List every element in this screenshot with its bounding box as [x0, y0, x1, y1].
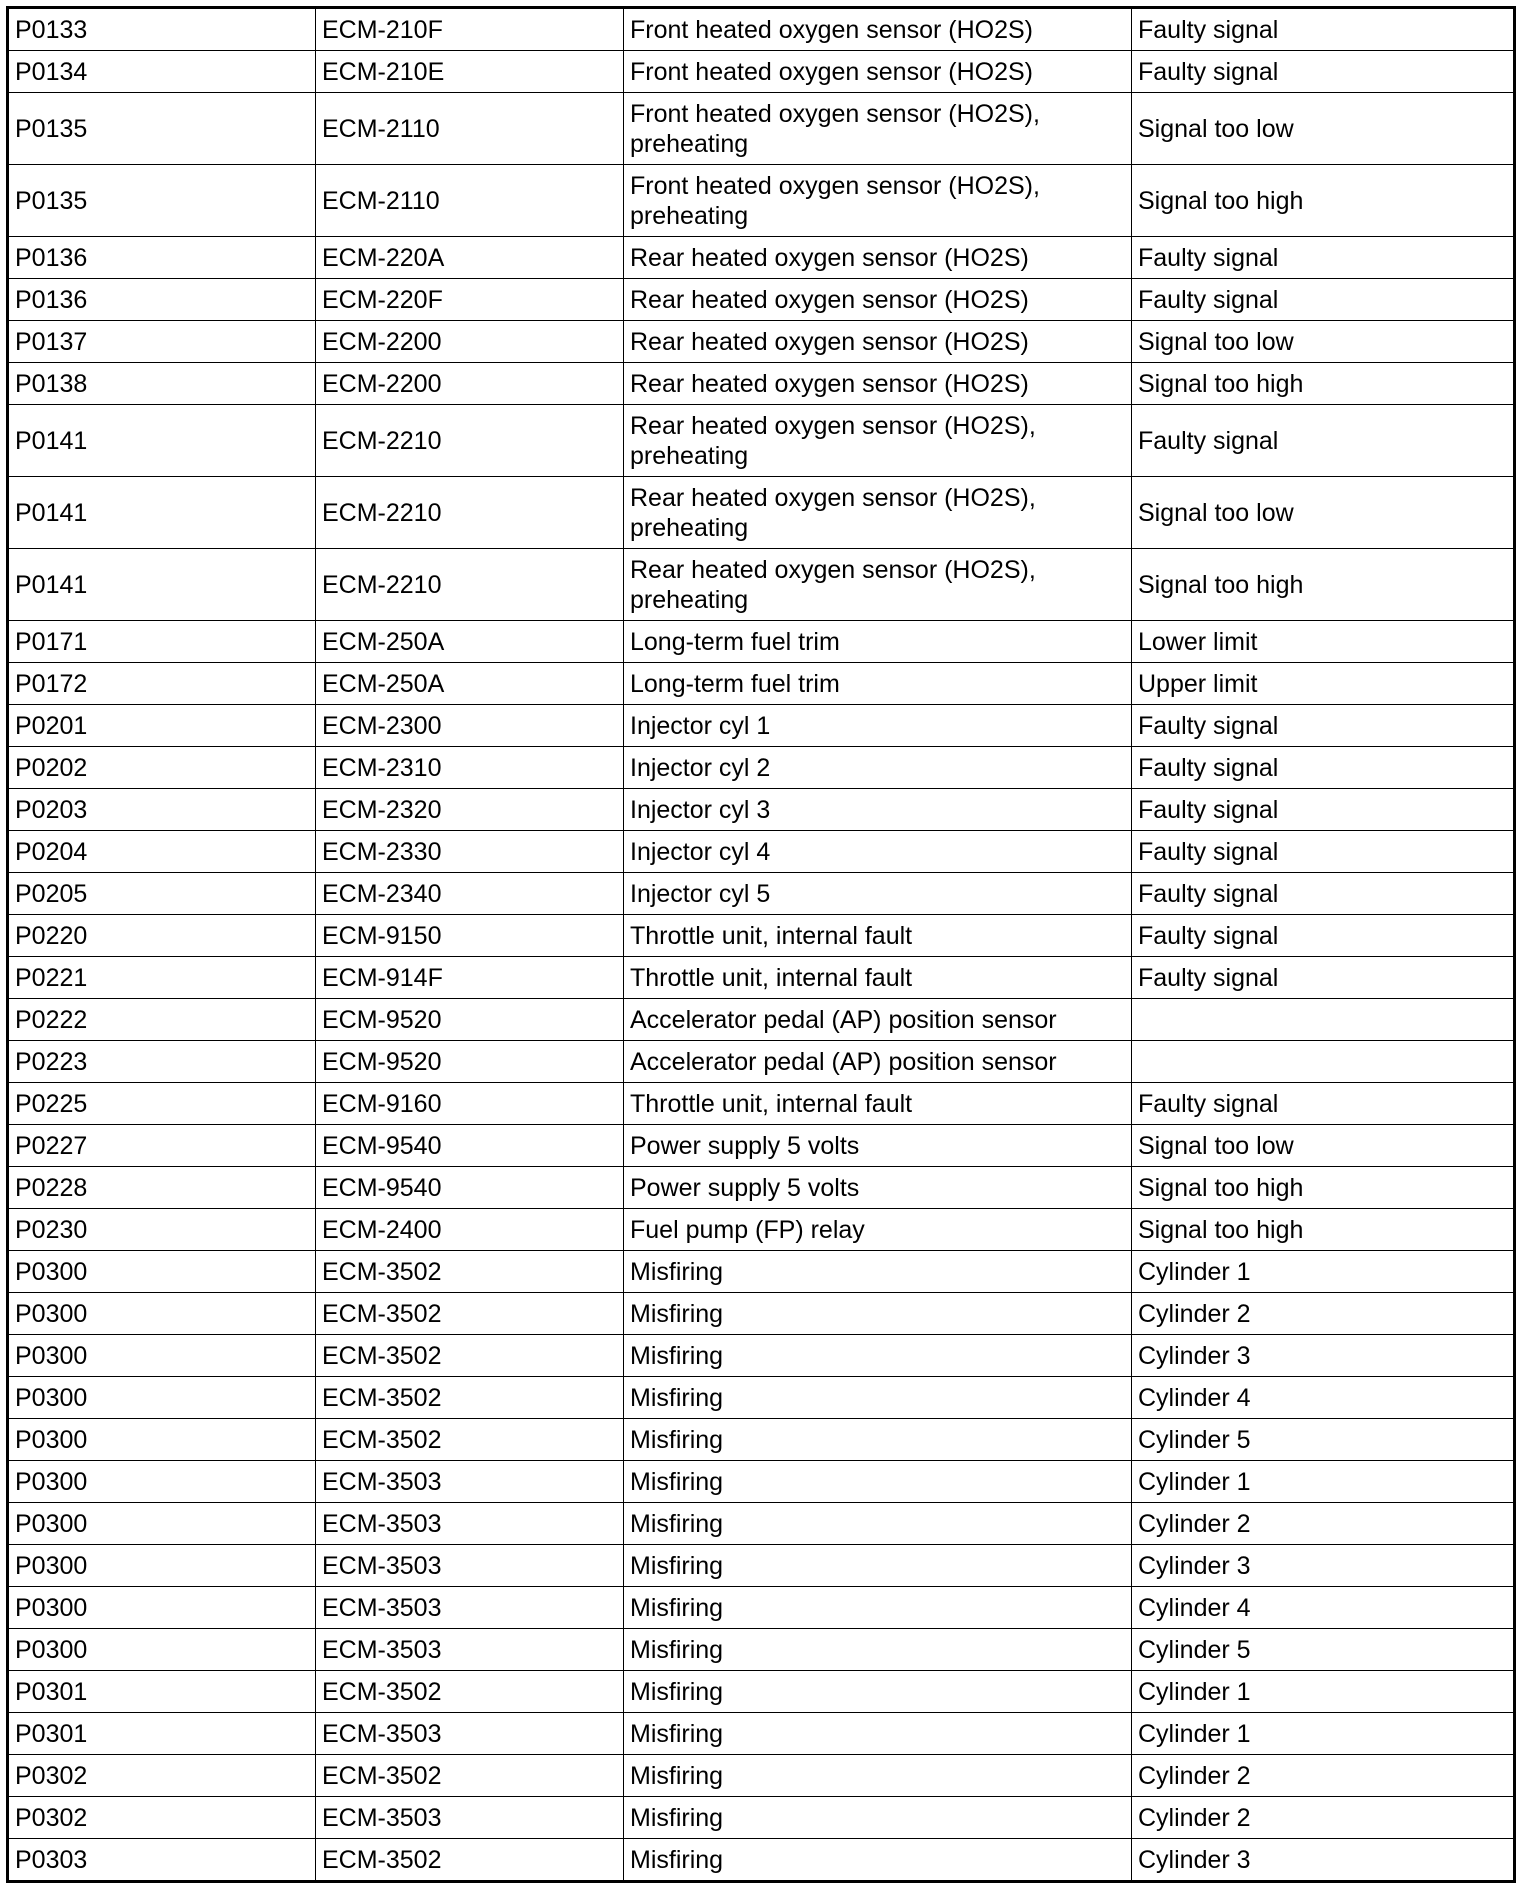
dtc-table: [6, 6, 1516, 1883]
fault-type-cell: Faulty signal: [1132, 747, 1515, 789]
table-row: [8, 1587, 1515, 1629]
dtc-code-cell: P0220: [8, 915, 316, 957]
fault-type-cell: Faulty signal: [1132, 915, 1515, 957]
component-cell: Front heated oxygen sensor (HO2S): [624, 51, 1132, 93]
ecm-code-cell: ECM-914F: [316, 957, 624, 999]
fault-type-cell: Faulty signal: [1132, 279, 1515, 321]
component-cell: Throttle unit, internal fault: [624, 915, 1132, 957]
ecm-code-cell: ECM-2110: [316, 165, 624, 237]
dtc-code-cell: P0221: [8, 957, 316, 999]
dtc-code-cell: P0204: [8, 831, 316, 873]
fault-type-cell: Signal too high: [1132, 165, 1515, 237]
table-row: [8, 8, 1515, 51]
ecm-code-cell: ECM-3503: [316, 1461, 624, 1503]
ecm-code-cell: ECM-3503: [316, 1797, 624, 1839]
dtc-code-cell: P0227: [8, 1125, 316, 1167]
dtc-code-cell: P0230: [8, 1209, 316, 1251]
component-cell: Injector cyl 5: [624, 873, 1132, 915]
fault-type-cell: Signal too high: [1132, 1209, 1515, 1251]
component-cell: Misfiring: [624, 1377, 1132, 1419]
ecm-code-cell: ECM-9540: [316, 1167, 624, 1209]
table-row: [8, 477, 1515, 549]
component-cell: Injector cyl 4: [624, 831, 1132, 873]
component-cell: Rear heated oxygen sensor (HO2S): [624, 363, 1132, 405]
component-cell: Misfiring: [624, 1587, 1132, 1629]
fault-type-cell: Cylinder 2: [1132, 1755, 1515, 1797]
fault-type-cell: Faulty signal: [1132, 831, 1515, 873]
table-row: [8, 1209, 1515, 1251]
component-cell: Rear heated oxygen sensor (HO2S): [624, 237, 1132, 279]
ecm-code-cell: ECM-3502: [316, 1839, 624, 1882]
ecm-code-cell: ECM-250A: [316, 663, 624, 705]
dtc-code-cell: P0136: [8, 279, 316, 321]
dtc-code-cell: P0171: [8, 621, 316, 663]
fault-type-cell: Signal too low: [1132, 321, 1515, 363]
ecm-code-cell: ECM-220A: [316, 237, 624, 279]
ecm-code-cell: ECM-220F: [316, 279, 624, 321]
fault-type-cell: Cylinder 3: [1132, 1839, 1515, 1882]
ecm-code-cell: ECM-2300: [316, 705, 624, 747]
dtc-code-cell: P0303: [8, 1839, 316, 1882]
ecm-code-cell: ECM-250A: [316, 621, 624, 663]
ecm-code-cell: ECM-2210: [316, 477, 624, 549]
ecm-code-cell: ECM-2330: [316, 831, 624, 873]
component-cell: Misfiring: [624, 1293, 1132, 1335]
fault-type-cell: Cylinder 1: [1132, 1251, 1515, 1293]
ecm-code-cell: ECM-210E: [316, 51, 624, 93]
fault-type-cell: Cylinder 1: [1132, 1713, 1515, 1755]
component-cell: Long-term fuel trim: [624, 621, 1132, 663]
component-cell: Misfiring: [624, 1251, 1132, 1293]
component-cell: Long-term fuel trim: [624, 663, 1132, 705]
dtc-code-cell: P0134: [8, 51, 316, 93]
fault-type-cell: Faulty signal: [1132, 705, 1515, 747]
ecm-code-cell: ECM-3503: [316, 1503, 624, 1545]
fault-type-cell: Cylinder 2: [1132, 1293, 1515, 1335]
table-row: [8, 1755, 1515, 1797]
dtc-code-cell: P0300: [8, 1629, 316, 1671]
fault-type-cell: Lower limit: [1132, 621, 1515, 663]
component-cell: Misfiring: [624, 1629, 1132, 1671]
dtc-code-cell: P0136: [8, 237, 316, 279]
table-row: [8, 321, 1515, 363]
component-cell: Injector cyl 2: [624, 747, 1132, 789]
ecm-code-cell: ECM-3502: [316, 1251, 624, 1293]
table-row: [8, 999, 1515, 1041]
table-row: [8, 237, 1515, 279]
table-row: [8, 1839, 1515, 1882]
table-row: [8, 1419, 1515, 1461]
dtc-code-cell: P0225: [8, 1083, 316, 1125]
ecm-code-cell: ECM-3503: [316, 1545, 624, 1587]
table-row: [8, 1041, 1515, 1083]
component-cell: Rear heated oxygen sensor (HO2S), preheating: [624, 549, 1132, 621]
ecm-code-cell: ECM-2210: [316, 549, 624, 621]
table-row: [8, 1503, 1515, 1545]
ecm-code-cell: ECM-9520: [316, 999, 624, 1041]
table-row: [8, 279, 1515, 321]
dtc-code-cell: P0302: [8, 1797, 316, 1839]
dtc-code-cell: P0301: [8, 1713, 316, 1755]
component-cell: Front heated oxygen sensor (HO2S), preheating: [624, 93, 1132, 165]
dtc-code-cell: P0135: [8, 165, 316, 237]
component-cell: Misfiring: [624, 1671, 1132, 1713]
table-row: [8, 363, 1515, 405]
fault-type-cell: Faulty signal: [1132, 8, 1515, 51]
fault-type-cell: Signal too high: [1132, 1167, 1515, 1209]
table-row: [8, 1335, 1515, 1377]
ecm-code-cell: ECM-3502: [316, 1293, 624, 1335]
ecm-code-cell: ECM-2200: [316, 363, 624, 405]
fault-type-cell: Cylinder 5: [1132, 1419, 1515, 1461]
table-row: [8, 1293, 1515, 1335]
table-row: [8, 1713, 1515, 1755]
dtc-code-cell: P0300: [8, 1587, 316, 1629]
fault-type-cell: Signal too high: [1132, 363, 1515, 405]
component-cell: Misfiring: [624, 1713, 1132, 1755]
dtc-code-cell: P0300: [8, 1335, 316, 1377]
ecm-code-cell: ECM-3502: [316, 1671, 624, 1713]
table-row: [8, 1377, 1515, 1419]
fault-type-cell: Faulty signal: [1132, 789, 1515, 831]
ecm-code-cell: ECM-3502: [316, 1335, 624, 1377]
table-row: [8, 1545, 1515, 1587]
dtc-code-cell: P0133: [8, 8, 316, 51]
fault-type-cell: Cylinder 4: [1132, 1587, 1515, 1629]
dtc-code-cell: P0141: [8, 549, 316, 621]
fault-type-cell: Cylinder 4: [1132, 1377, 1515, 1419]
fault-type-cell: Faulty signal: [1132, 957, 1515, 999]
dtc-code-cell: P0223: [8, 1041, 316, 1083]
fault-type-cell: Cylinder 5: [1132, 1629, 1515, 1671]
component-cell: Accelerator pedal (AP) position sensor: [624, 1041, 1132, 1083]
dtc-code-cell: P0300: [8, 1377, 316, 1419]
component-cell: Misfiring: [624, 1503, 1132, 1545]
component-cell: Misfiring: [624, 1545, 1132, 1587]
component-cell: Accelerator pedal (AP) position sensor: [624, 999, 1132, 1041]
ecm-code-cell: ECM-3503: [316, 1629, 624, 1671]
table-row: [8, 873, 1515, 915]
table-row: [8, 1629, 1515, 1671]
ecm-code-cell: ECM-9520: [316, 1041, 624, 1083]
ecm-code-cell: ECM-2320: [316, 789, 624, 831]
ecm-code-cell: ECM-2110: [316, 93, 624, 165]
component-cell: Misfiring: [624, 1755, 1132, 1797]
component-cell: Misfiring: [624, 1461, 1132, 1503]
dtc-code-cell: P0172: [8, 663, 316, 705]
component-cell: Power supply 5 volts: [624, 1167, 1132, 1209]
dtc-code-cell: P0228: [8, 1167, 316, 1209]
component-cell: Rear heated oxygen sensor (HO2S): [624, 321, 1132, 363]
component-cell: Fuel pump (FP) relay: [624, 1209, 1132, 1251]
table-row: [8, 1167, 1515, 1209]
table-row: [8, 1083, 1515, 1125]
component-cell: Throttle unit, internal fault: [624, 1083, 1132, 1125]
fault-type-cell: Faulty signal: [1132, 1083, 1515, 1125]
fault-type-cell: Faulty signal: [1132, 873, 1515, 915]
ecm-code-cell: ECM-3503: [316, 1713, 624, 1755]
table-row: [8, 1251, 1515, 1293]
fault-type-cell: Cylinder 1: [1132, 1671, 1515, 1713]
table-row: [8, 165, 1515, 237]
ecm-code-cell: ECM-2310: [316, 747, 624, 789]
dtc-code-cell: P0300: [8, 1461, 316, 1503]
component-cell: Injector cyl 1: [624, 705, 1132, 747]
component-cell: Front heated oxygen sensor (HO2S), preheating: [624, 165, 1132, 237]
dtc-code-cell: P0141: [8, 477, 316, 549]
table-row: [8, 705, 1515, 747]
fault-type-cell: Upper limit: [1132, 663, 1515, 705]
fault-type-cell: Cylinder 2: [1132, 1503, 1515, 1545]
fault-type-cell: Signal too low: [1132, 477, 1515, 549]
table-row: [8, 1461, 1515, 1503]
fault-type-cell: Cylinder 3: [1132, 1335, 1515, 1377]
ecm-code-cell: ECM-2210: [316, 405, 624, 477]
dtc-code-cell: P0201: [8, 705, 316, 747]
fault-type-cell: Cylinder 1: [1132, 1461, 1515, 1503]
component-cell: Misfiring: [624, 1839, 1132, 1882]
table-row: [8, 831, 1515, 873]
dtc-table-body: [8, 8, 1515, 1882]
dtc-code-cell: P0300: [8, 1545, 316, 1587]
table-row: [8, 747, 1515, 789]
table-row: [8, 93, 1515, 165]
component-cell: Rear heated oxygen sensor (HO2S), preheating: [624, 405, 1132, 477]
table-row: [8, 1671, 1515, 1713]
fault-type-cell: Cylinder 2: [1132, 1797, 1515, 1839]
component-cell: Throttle unit, internal fault: [624, 957, 1132, 999]
ecm-code-cell: ECM-9150: [316, 915, 624, 957]
fault-type-cell: Faulty signal: [1132, 405, 1515, 477]
table-row: [8, 405, 1515, 477]
dtc-code-cell: P0137: [8, 321, 316, 363]
component-cell: Rear heated oxygen sensor (HO2S), preheating: [624, 477, 1132, 549]
ecm-code-cell: ECM-3502: [316, 1755, 624, 1797]
table-row: [8, 663, 1515, 705]
dtc-code-cell: P0300: [8, 1503, 316, 1545]
dtc-code-cell: P0300: [8, 1251, 316, 1293]
table-row: [8, 789, 1515, 831]
component-cell: Rear heated oxygen sensor (HO2S): [624, 279, 1132, 321]
dtc-code-cell: P0222: [8, 999, 316, 1041]
dtc-code-cell: P0138: [8, 363, 316, 405]
dtc-code-cell: P0135: [8, 93, 316, 165]
fault-type-cell: Signal too low: [1132, 93, 1515, 165]
table-row: [8, 1125, 1515, 1167]
component-cell: Power supply 5 volts: [624, 1125, 1132, 1167]
dtc-code-cell: P0300: [8, 1293, 316, 1335]
dtc-code-cell: P0141: [8, 405, 316, 477]
table-row: [8, 957, 1515, 999]
dtc-code-cell: P0302: [8, 1755, 316, 1797]
dtc-code-cell: P0300: [8, 1419, 316, 1461]
fault-type-cell: Faulty signal: [1132, 51, 1515, 93]
component-cell: Misfiring: [624, 1419, 1132, 1461]
table-row: [8, 1797, 1515, 1839]
fault-type-cell: [1132, 999, 1515, 1041]
table-row: [8, 915, 1515, 957]
ecm-code-cell: ECM-2340: [316, 873, 624, 915]
fault-type-cell: Signal too high: [1132, 549, 1515, 621]
ecm-code-cell: ECM-3502: [316, 1377, 624, 1419]
dtc-code-cell: P0202: [8, 747, 316, 789]
ecm-code-cell: ECM-3503: [316, 1587, 624, 1629]
table-row: [8, 621, 1515, 663]
fault-type-cell: Cylinder 3: [1132, 1545, 1515, 1587]
ecm-code-cell: ECM-9160: [316, 1083, 624, 1125]
fault-type-cell: Signal too low: [1132, 1125, 1515, 1167]
component-cell: Misfiring: [624, 1335, 1132, 1377]
ecm-code-cell: ECM-2400: [316, 1209, 624, 1251]
table-row: [8, 51, 1515, 93]
ecm-code-cell: ECM-2200: [316, 321, 624, 363]
ecm-code-cell: ECM-3502: [316, 1419, 624, 1461]
table-row: [8, 549, 1515, 621]
ecm-code-cell: ECM-9540: [316, 1125, 624, 1167]
fault-type-cell: [1132, 1041, 1515, 1083]
component-cell: Front heated oxygen sensor (HO2S): [624, 8, 1132, 51]
component-cell: Injector cyl 3: [624, 789, 1132, 831]
dtc-code-cell: P0205: [8, 873, 316, 915]
ecm-code-cell: ECM-210F: [316, 8, 624, 51]
dtc-code-cell: P0203: [8, 789, 316, 831]
component-cell: Misfiring: [624, 1797, 1132, 1839]
dtc-code-cell: P0301: [8, 1671, 316, 1713]
fault-type-cell: Faulty signal: [1132, 237, 1515, 279]
